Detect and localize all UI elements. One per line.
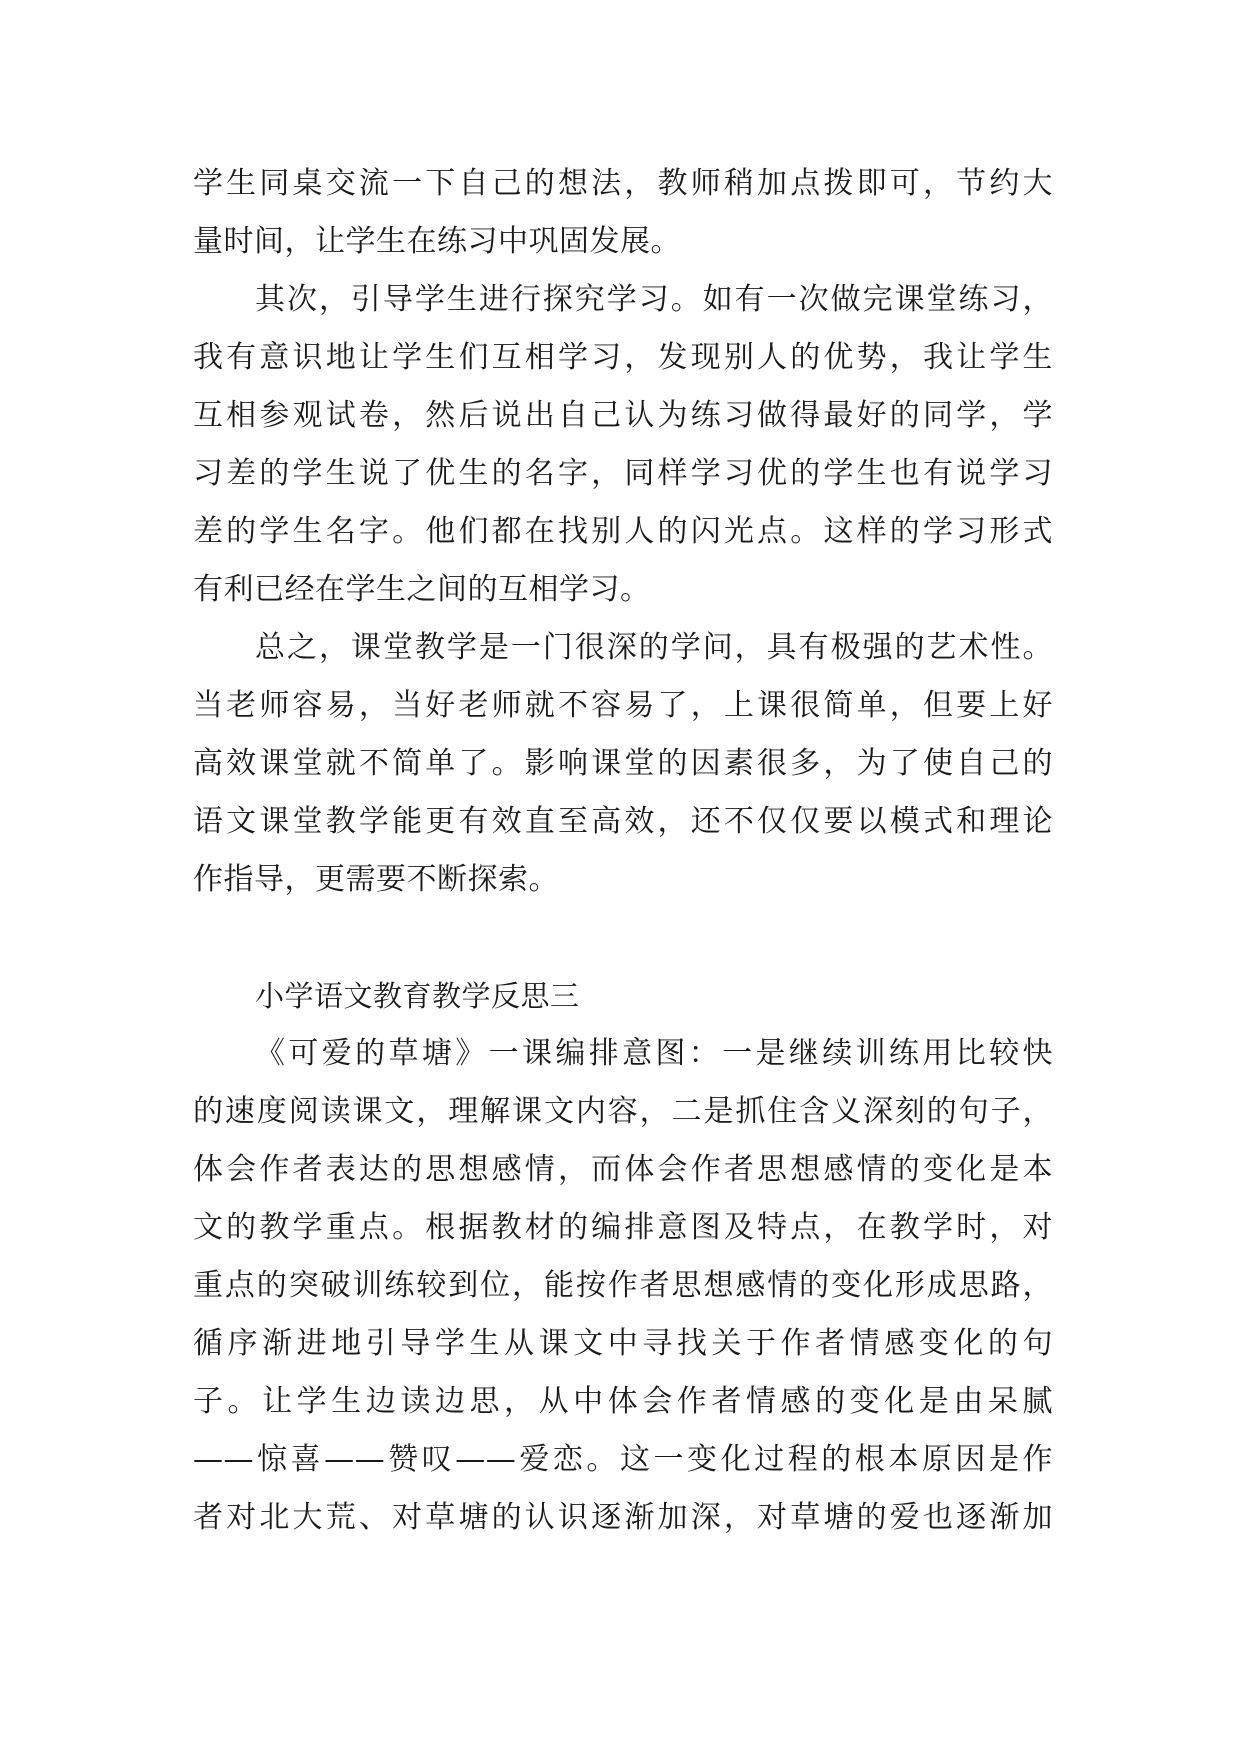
text-line: 量时间，让学生在练习中巩固发展。 [193, 224, 681, 259]
text-line: 习差的学生说了优生的名字，同样学习优的学生也有说学习 [193, 456, 1053, 491]
text-line: 互相参观试卷，然后说出自己认为练习做得最好的同学，学 [193, 398, 1053, 433]
text-line: 学生同桌交流一下自己的想法，教师稍加点拨即可，节约大 [193, 166, 1053, 201]
text-line: 《可爱的草塘》一课编排意图：一是继续训练用比较快 [255, 1036, 1053, 1071]
text-line: 语文课堂教学能更有效直至高效，还不仅仅要以模式和理论 [193, 804, 1053, 839]
section-title: 小学语文教育教学反思三 [255, 979, 580, 1013]
text-line: 体会作者表达的思想感情，而体会作者思想感情的变化是本 [193, 1152, 1053, 1187]
text-line: 子。让学生边读边思，从中体会作者情感的变化是由呆腻 [193, 1384, 1053, 1419]
text-line: 有利已经在学生之间的互相学习。 [193, 572, 651, 607]
text-line: 总之，课堂教学是一门很深的学问，具有极强的艺术性。 [255, 630, 1053, 665]
text-line: 者对北大荒、对草塘的认识逐渐加深，对草塘的爱也逐渐加 [193, 1500, 1053, 1535]
text-line: ——惊喜——赞叹——爱恋。这一变化过程的根本原因是作 [193, 1442, 1053, 1477]
text-line: 循序渐进地引导学生从课文中寻找关于作者情感变化的句 [193, 1326, 1053, 1361]
text-line: 高效课堂就不简单了。影响课堂的因素很多，为了使自己的 [193, 746, 1053, 781]
text-line: 作指导，更需要不断探索。 [193, 862, 559, 897]
text-line: 文的教学重点。根据教材的编排意图及特点，在教学时，对 [193, 1210, 1053, 1245]
text-line: 我有意识地让学生们互相学习，发现别人的优势，我让学生 [193, 340, 1053, 375]
text-line: 重点的突破训练较到位，能按作者思想感情的变化形成思路， [193, 1268, 1053, 1303]
text-line: 差的学生名字。他们都在找别人的闪光点。这样的学习形式 [193, 514, 1053, 549]
text-line: 其次，引导学生进行探究学习。如有一次做完课堂练习， [255, 282, 1053, 317]
text-line: 的速度阅读课文，理解课文内容，二是抓住含义深刻的句子， [193, 1094, 1053, 1129]
text-line: 当老师容易，当好老师就不容易了，上课很简单，但要上好 [193, 688, 1053, 723]
